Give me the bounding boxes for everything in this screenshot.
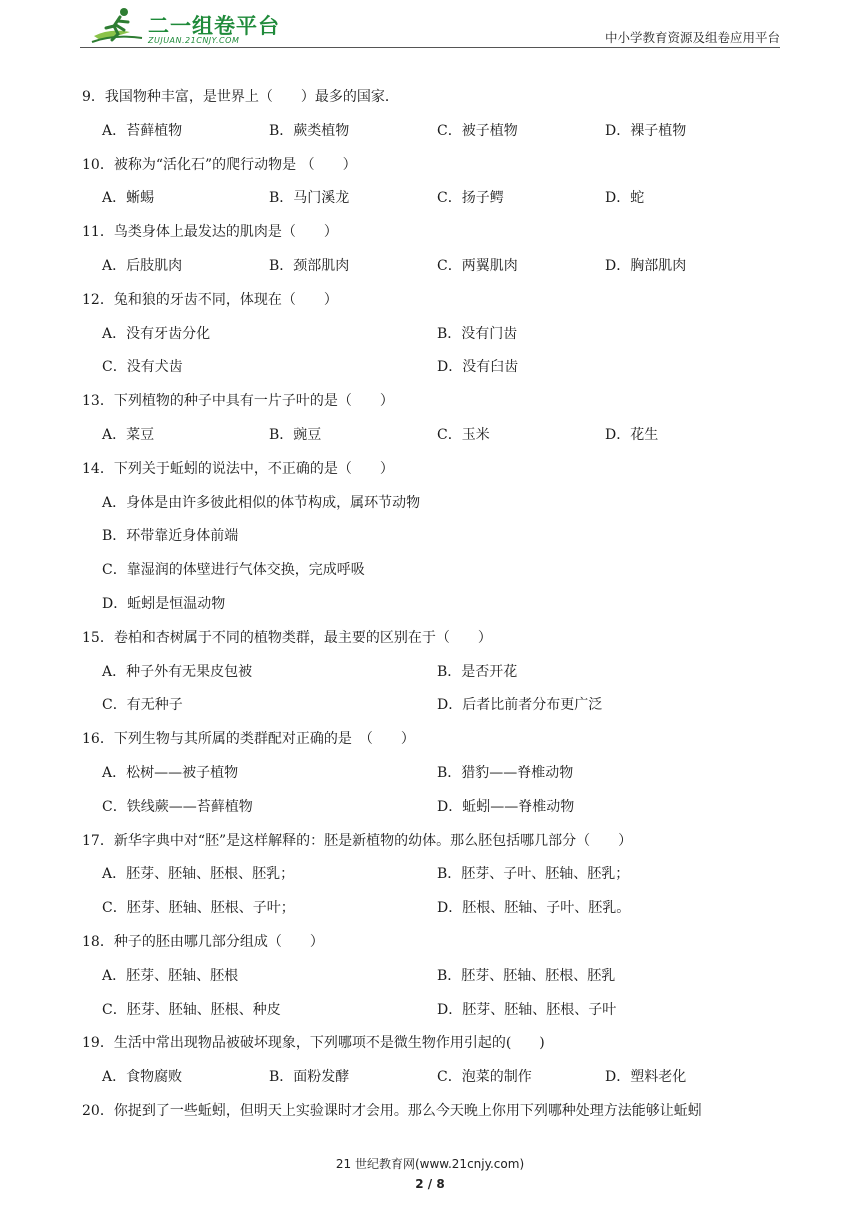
platform-logo	[90, 6, 290, 44]
answer-option: D．裸子植物	[605, 122, 687, 139]
answer-option: D．蚯蚓是恒温动物	[102, 596, 226, 612]
answer-option: C．胚芽、胚轴、胚根、子叶；	[102, 900, 295, 917]
header-divider	[80, 47, 780, 48]
answer-option: A．蜥蜴	[102, 190, 155, 207]
answer-option: A．食物腐败	[102, 1069, 183, 1086]
runner-logo-icon	[90, 6, 146, 46]
answer-option: B．是否开花	[437, 663, 518, 680]
answer-option: C．有无种子	[102, 697, 183, 714]
answer-option: D．胚芽、胚轴、胚根、子叶	[437, 1001, 617, 1018]
answer-option: C．两翼肌肉	[437, 258, 518, 274]
answer-option: D．后者比前者分布更广泛	[437, 697, 603, 714]
header-platform-name: 中小学教育资源及组卷应用平台	[604, 30, 780, 45]
question-stem: 9．我国物种丰富，是世界上（ ）最多的国家．	[82, 89, 399, 105]
answer-option: A．后肢肌肉	[102, 258, 183, 274]
answer-option: D．胸部肌肉	[605, 258, 687, 274]
answer-option: A．没有牙齿分化	[102, 325, 211, 342]
question-stem: 16．下列生物与其所属的类群配对正确的是 （ ）	[82, 731, 415, 748]
question-stem: 12．兔和狼的牙齿不同，体现在（ ）	[82, 291, 338, 308]
answer-option: D．花生	[605, 427, 659, 443]
answer-option: B．环带靠近身体前端	[102, 528, 239, 545]
answer-option: C．泡菜的制作	[437, 1069, 532, 1086]
answer-option: A．胚芽、胚轴、胚根、胚乳；	[102, 866, 295, 883]
answer-option: D．胚根、胚轴、子叶、胚乳。	[437, 900, 631, 917]
question-stem: 11．鸟类身体上最发达的肌肉是（ ）	[82, 224, 338, 241]
question-stem: 10．被称为“活化石”的爬行动物是 （ ）	[82, 156, 357, 173]
logo-subtext: ZUJUAN.21CNJY.COM	[148, 36, 240, 45]
answer-option: B．没有门齿	[437, 325, 518, 342]
answer-option: B．猎豹——脊椎动物	[437, 765, 574, 781]
answer-option: C．胚芽、胚轴、胚根、种皮	[102, 1001, 281, 1018]
answer-option: B．面粉发酵	[269, 1069, 350, 1086]
question-stem: 19．生活中常出现物品被破坏现象，下列哪项不是微生物作用引起的( )	[82, 1035, 545, 1052]
answer-option: A．菜豆	[102, 427, 155, 443]
question-stem: 20．你捉到了一些蚯蚓，但明天上实验课时才会用。那么今天晚上你用下列哪种处理方法能够让蚯蚓	[82, 1103, 702, 1119]
answer-option: D．塑料老化	[605, 1069, 687, 1086]
answer-option: D．没有臼齿	[437, 359, 519, 376]
logo-text: 二一组卷平台	[148, 14, 280, 38]
answer-option: A．胚芽、胚轴、胚根	[102, 967, 239, 984]
answer-option: B．马门溪龙	[269, 190, 350, 207]
answer-option: C．玉米	[437, 427, 490, 443]
answer-option: D．蚯蚓——脊椎动物	[437, 798, 575, 815]
answer-option: C．靠湿润的体壁进行气体交换，完成呼吸	[102, 562, 365, 579]
footer-site: 21 世纪教育网(www.21cnjy.com)	[335, 1157, 525, 1171]
answer-option: A．种子外有无果皮包被	[102, 663, 253, 680]
answer-option: A．松树——被子植物	[102, 765, 239, 781]
answer-option: A．身体是由许多彼此相似的体节构成，属环节动物	[102, 494, 421, 511]
page-header	[80, 0, 780, 48]
answer-option: B．颈部肌肉	[269, 258, 350, 274]
answer-option: C．扬子鳄	[437, 190, 504, 207]
question-stem: 18．种子的胚由哪几部分组成（ ）	[82, 934, 324, 950]
question-stem: 13．下列植物的种子中具有一片子叶的是（ ）	[82, 393, 394, 410]
footer-page-number: 2 / 8	[415, 1177, 445, 1191]
question-stem: 15．卷柏和杏树属于不同的植物类群，最主要的区别在于（ ）	[82, 629, 492, 646]
answer-option: A．苔藓植物	[102, 122, 183, 139]
answer-option: D．蛇	[605, 190, 645, 207]
answer-option: B．胚芽、子叶、胚轴、胚乳；	[437, 866, 630, 883]
answer-option: B．豌豆	[269, 427, 322, 443]
answer-option: C．铁线蕨——苔藓植物	[102, 798, 253, 815]
answer-option: C．没有犬齿	[102, 359, 183, 376]
answer-option: C．被子植物	[437, 122, 518, 139]
question-stem: 17．新华字典中对“胚”是这样解释的：胚是新植物的幼体。那么胚包括哪几部分（ ）	[82, 832, 633, 849]
answer-option: B．胚芽、胚轴、胚根、胚乳	[437, 967, 616, 984]
answer-option: B．蕨类植物	[269, 122, 350, 139]
question-stem: 14．下列关于蚯蚓的说法中，不正确的是（ ）	[82, 460, 394, 477]
